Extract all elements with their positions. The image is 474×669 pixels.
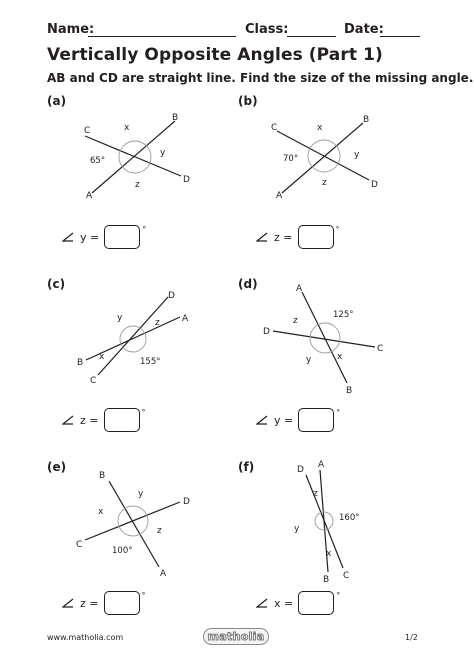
var-x: x: [317, 123, 323, 133]
date-label: Date:: [344, 22, 384, 37]
problem-c-label: (c): [47, 277, 66, 291]
var-x: x: [99, 352, 105, 362]
degree-unit: °: [335, 225, 340, 234]
var-y: y: [354, 150, 360, 160]
point-b: B: [99, 471, 106, 481]
answer-var: z =: [80, 596, 99, 610]
point-d: D: [263, 327, 270, 337]
matholia-logo: matholia: [203, 628, 269, 645]
given-angle: 160°: [339, 513, 360, 523]
degree-unit: °: [336, 591, 341, 600]
point-c: C: [84, 126, 91, 136]
point-d: D: [371, 180, 378, 190]
line-cd: [306, 475, 343, 568]
page-title: Vertically Opposite Angles (Part 1): [47, 45, 383, 65]
var-z: z: [313, 489, 318, 499]
name-label: Name:: [47, 22, 95, 37]
point-a: A: [160, 569, 167, 579]
answer-box[interactable]: [298, 591, 334, 615]
page-number: 1/2: [405, 633, 418, 642]
var-z: z: [293, 316, 298, 326]
var-y: y: [306, 355, 312, 365]
point-a: A: [276, 191, 283, 201]
var-z: z: [135, 180, 140, 190]
var-z: z: [157, 526, 162, 536]
point-d: D: [297, 465, 304, 475]
answer-var: x =: [274, 596, 294, 610]
answer-var: y =: [80, 230, 100, 244]
point-a: A: [86, 191, 93, 201]
var-x: x: [326, 549, 332, 559]
var-y: y: [160, 148, 166, 158]
point-c: C: [90, 376, 97, 386]
point-d: D: [168, 291, 175, 301]
instruction-text: AB and CD are straight line. Find the size of the missing angle.: [47, 71, 474, 85]
class-label: Class:: [245, 22, 289, 37]
angle-icon: [256, 598, 268, 608]
point-c: C: [271, 123, 278, 133]
point-b: B: [77, 358, 84, 368]
var-y: y: [117, 313, 123, 323]
answer-row-f: [256, 590, 340, 616]
point-c: C: [76, 540, 83, 550]
var-x: x: [124, 123, 130, 133]
answer-var: z =: [274, 230, 293, 244]
problem-b-label: (b): [238, 94, 258, 108]
point-b: B: [346, 386, 353, 396]
degree-unit: °: [141, 591, 146, 600]
var-x: x: [337, 352, 343, 362]
degree-unit: °: [336, 408, 341, 417]
problem-f-label: (f): [238, 460, 255, 474]
point-a: A: [318, 460, 325, 470]
var-x: x: [98, 507, 104, 517]
degree-unit: °: [142, 225, 147, 234]
point-a: A: [182, 314, 189, 324]
point-d: D: [183, 497, 190, 507]
given-angle: 155°: [140, 357, 161, 367]
point-d: D: [183, 175, 190, 185]
footer-url[interactable]: www.matholia.com: [47, 633, 124, 642]
degree-unit: °: [141, 408, 146, 417]
var-y: y: [294, 524, 300, 534]
problem-d-label: (d): [238, 277, 258, 291]
given-angle: 100°: [112, 546, 133, 556]
given-angle: 65°: [90, 156, 106, 166]
given-angle: 70°: [283, 154, 299, 164]
point-c: C: [343, 571, 350, 581]
given-angle: 125°: [333, 310, 354, 320]
var-y: y: [138, 489, 144, 499]
point-b: B: [363, 115, 370, 125]
answer-var: z =: [80, 413, 99, 427]
point-a: A: [296, 284, 303, 294]
var-z: z: [322, 178, 327, 188]
point-b: B: [323, 575, 330, 585]
problem-e-label: (e): [47, 460, 67, 474]
point-c: C: [377, 344, 384, 354]
var-z: z: [155, 318, 160, 328]
problem-a-label: (a): [47, 94, 67, 108]
answer-var: y =: [274, 413, 294, 427]
point-b: B: [172, 113, 179, 123]
